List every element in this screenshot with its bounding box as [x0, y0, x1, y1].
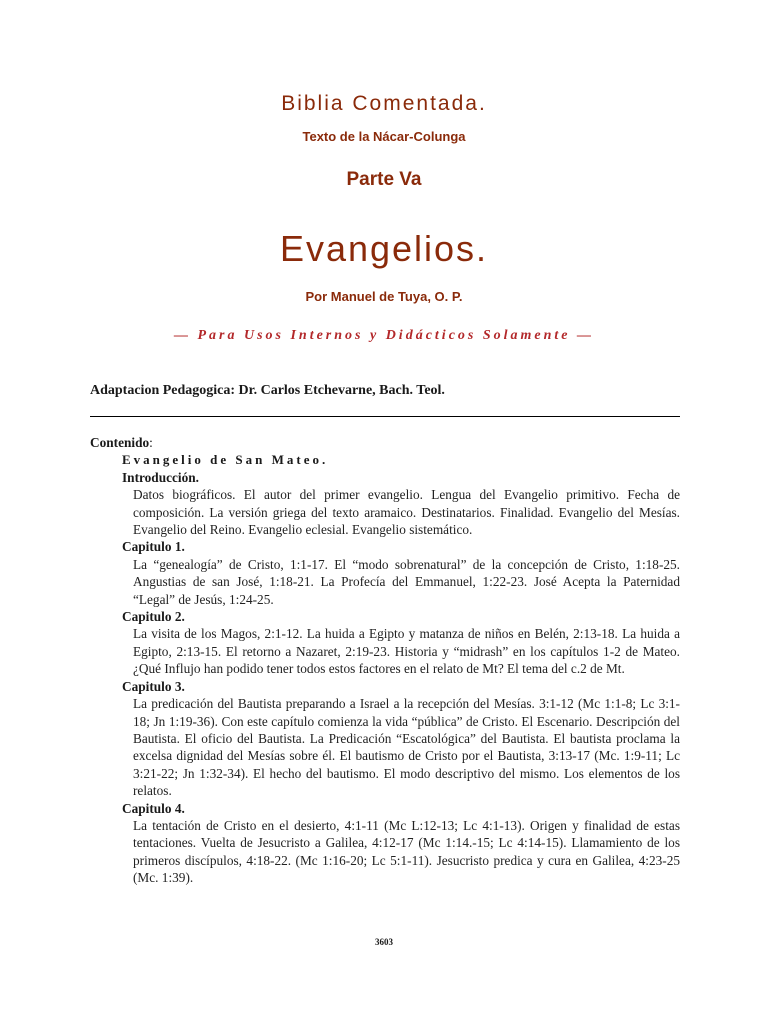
contents-heading-label: Contenido [90, 435, 150, 450]
author-line: Por Manuel de Tuya, O. P. [305, 289, 463, 304]
section-text-introduccion: Datos biográficos. El autor del primer evangelio. Lengua del Evangelio primitivo. Fecha de composición. La versión griega del texto aramaico. Destinatarios. Finalidad. Evangelio del Mesías. Evangelio del Reino. Evangelio eclesial. Evangelio sistemático. [133, 487, 680, 538]
section-title-capitulo-4: Capitulo 4. [122, 800, 185, 816]
section-title-capitulo-3: Capitulo 3. [122, 678, 185, 694]
section-text-capitulo-2: La visita de los Magos, 2:1-12. La huida a Egipto y matanza de niños en Belén, 2:13-18. La huida a Egipto, 2:13-15. El retorno a Nazaret, 2:19-23. Historia y “midrash” en los capítulos 1-2 de Mateo. ¿Qué Influjo han podido tener todos estos factores en el relato de Mt? El tema del c.2 de Mt. [133, 626, 680, 677]
document-subtitle: Texto de la Nácar-Colunga [302, 129, 466, 144]
section-title-capitulo-1: Capitulo 1. [122, 539, 185, 555]
section-text-capitulo-4: La tentación de Cristo en el desierto, 4:1-11 (Mc L:12-13; Lc 4:1-13). Origen y finalidad de estas tentaciones. Vuelta de Jesucristo a Galilea, 4:12-17 (Mc 1:14.-15; Lc 4:14-15). Llamamiento de los primeros discípulos, 4:18-22. (Mc 1:16-20; Lc 5:1-11). Jesucristo predica y cura en Galilea, 4:23-25 (Mc. 1:39). [133, 817, 680, 886]
section-title-capitulo-2: Capitulo 2. [122, 609, 185, 625]
table-of-contents [90, 434, 680, 887]
page-number: 3603 [375, 937, 393, 947]
book-title: Evangelios. [279, 228, 489, 269]
contents-heading [90, 434, 680, 451]
contents-heading-colon: : [149, 435, 153, 450]
section-text-capitulo-3: La predicación del Bautista preparando a Israel a la recepción del Mesías. 3:1-12 (Mc 1:1-8; Lc 3:1-18; Jn 1:19-36). Con este capítulo comienza la vida “pública” de Cristo. El Escenario. Descripción del Bautista. El oficio del Bautista. La Predicación “Escatológica” del Bautista. El bautista proclama la excelsa dignidad del Mesías sobre él. El bautismo de Cristo por el Bautista, 3:13-17 (Mc. 1:9-11; Lc 3:21-22; Jn 1:32-34). El hecho del bautismo. El modo descriptivo del mismo. Los elementos de los relatos. [133, 696, 680, 799]
gospel-heading: Evangelio de San Mateo. [122, 452, 329, 468]
horizontal-divider [90, 416, 680, 417]
part-heading: Parte Va [346, 169, 422, 190]
section-text-capitulo-1: La “genealogía” de Cristo, 1:1-17. El “modo sobrenatural” de la concepción de Cristo, 1:18-25. Angustias de san José, 1:18-21. La Profecía del Emmanuel, 1:22-23. José Acepta la Paternidad “Legal” de Jesús, 1:24-25. [133, 556, 680, 607]
document-title: Biblia Comentada. [281, 92, 487, 115]
section-title-introduccion: Introducción. [122, 469, 199, 485]
usage-notice: — Para Usos Internos y Didácticos Solamente — [173, 328, 595, 343]
adaptation-credit: Adaptacion Pedagogica: Dr. Carlos Etchevarne, Bach. Teol. [90, 383, 445, 398]
